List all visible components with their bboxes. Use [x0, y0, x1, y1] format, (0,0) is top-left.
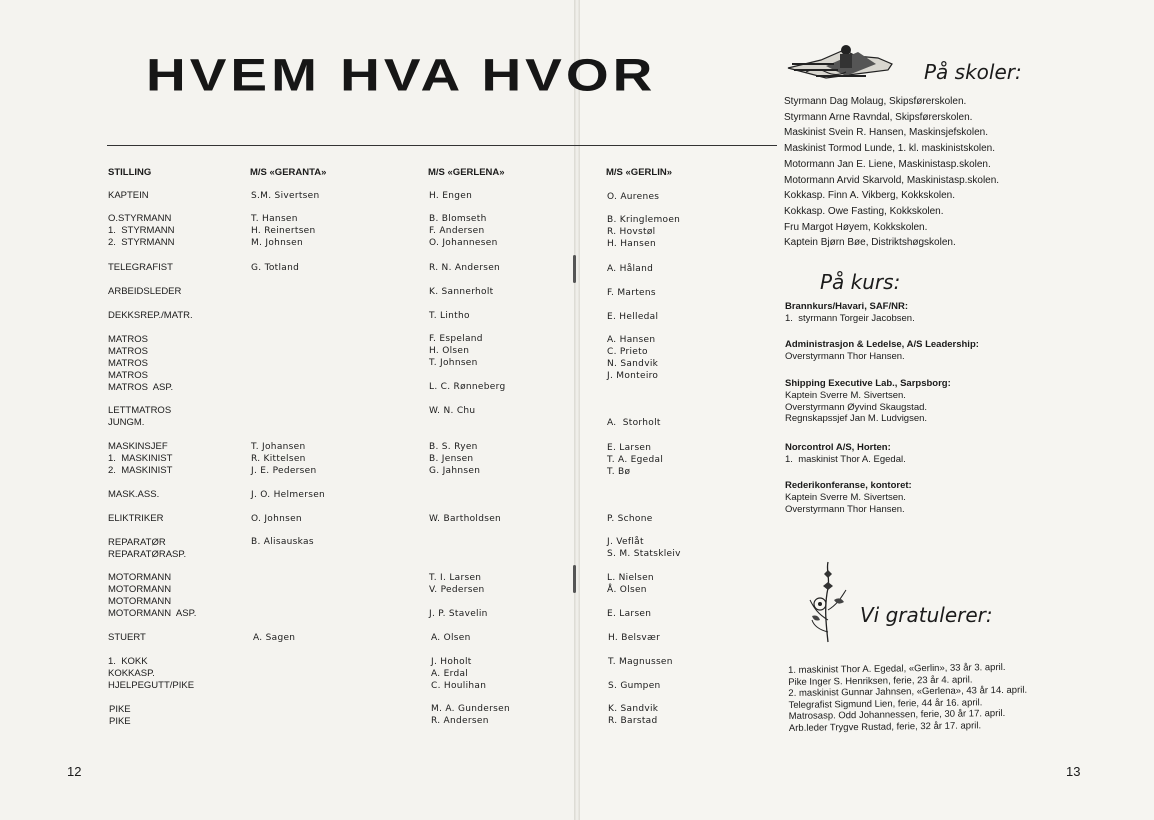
- page-number-right: 13: [1066, 764, 1081, 779]
- list-item: 2. maskinist Gunnar Jahnsen, «Gerlena», 43 år 14. april.: [788, 684, 1028, 700]
- table-cell-gerlin: A. Storholt: [607, 418, 661, 428]
- table-cell-gerlena: K. Sannerholt: [429, 287, 494, 297]
- table-cell-gerlena: B. Blomseth F. Andersen O. Johannesen: [429, 214, 498, 248]
- column-header-geranta: M/S «GERANTA»: [250, 167, 327, 178]
- table-cell-stilling: REPARATØR REPARATØRASP.: [108, 537, 187, 560]
- list-item: Motormann Arvid Skarvold, Maskinistasp.skolen.: [784, 174, 1000, 186]
- list-item: Pike Inger S. Henriksen, ferie, 23 år 4. april.: [788, 674, 973, 688]
- column-header-gerlena: M/S «GERLENA»: [428, 167, 505, 178]
- table-cell-gerlin: F. Martens: [607, 288, 656, 298]
- table-cell-geranta: A. Sagen: [253, 633, 296, 643]
- table-cell-stilling: ELIKTRIKER: [108, 513, 164, 524]
- kurs-group: [785, 300, 915, 325]
- kurs-lines: Kaptein Sverre M. Sivertsen. Overstyrmann Thor Hansen.: [785, 492, 906, 515]
- kurs-lines: Kaptein Sverre M. Sivertsen. Overstyrmann Øyvind Skaugstad. Regnskapssjef Jan M. Ludvigsen.: [785, 390, 928, 424]
- table-cell-geranta: J. O. Helmersen: [251, 490, 326, 500]
- list-item: Maskinist Tormod Lunde, 1. kl. maskinistskolen.: [784, 143, 996, 155]
- kurs-heading: Brannkurs/Havari, SAF/NR:: [785, 301, 909, 312]
- table-cell-stilling: MASK.ASS.: [108, 489, 160, 500]
- list-item: Arb.leder Trygve Rustad, ferie, 32 år 17. april.: [788, 720, 982, 734]
- table-cell-stilling: O.STYRMANN 1. STYRMANN 2. STYRMANN: [108, 213, 175, 248]
- table-cell-stilling: DEKKSREP./MATR.: [108, 310, 193, 321]
- table-cell-stilling: MATROS MATROS MATROS MATROS MATROS ASP.: [108, 334, 174, 393]
- table-cell-gerlena: W. Bartholdsen: [429, 514, 502, 524]
- page-number-left: 12: [67, 764, 82, 779]
- table-cell-stilling: KAPTEIN: [108, 190, 149, 201]
- table-cell-stilling: LETTMATROS JUNGM.: [108, 405, 172, 428]
- list-item: Kokkasp. Owe Fasting, Kokkskolen.: [784, 205, 944, 217]
- page-title: HVEM HVA HVOR: [146, 49, 657, 101]
- kurs-heading: Rederikonferanse, kontoret:: [785, 480, 912, 491]
- kurs-title: På kurs:: [820, 270, 901, 294]
- kurs-group: [785, 338, 979, 363]
- list-item: Styrmann Arne Ravndal, Skipsførerskolen.: [784, 111, 973, 123]
- table-cell-geranta: G. Totland: [251, 263, 300, 273]
- table-cell-gerlin: T. Magnussen S. Gumpen: [608, 657, 673, 691]
- table-cell-stilling: TELEGRAFIST: [108, 262, 173, 273]
- table-cell-gerlena: A. Olsen: [431, 633, 471, 643]
- kurs-heading: Norcontrol A/S, Horten:: [785, 442, 891, 453]
- table-cell-gerlin: H. Belsvær: [608, 633, 661, 643]
- staple-top: [573, 255, 576, 283]
- kurs-heading: Shipping Executive Lab., Sarpsborg:: [785, 378, 951, 389]
- table-cell-gerlin: K. Sandvik R. Barstad: [608, 704, 659, 726]
- table-cell-stilling: 1. KOKK KOKKASP. HJELPEGUTT/PIKE: [108, 656, 195, 691]
- table-cell-geranta: T. Johansen R. Kittelsen J. E. Pedersen: [251, 442, 317, 476]
- flower-icon: [804, 560, 852, 644]
- list-item: 1. maskinist Thor A. Egedal, «Gerlin», 33 år 3. april.: [788, 661, 1006, 676]
- gratulerer-title: Vi gratulerer:: [860, 603, 993, 627]
- kurs-group: [785, 479, 912, 515]
- table-cell-gerlena: J. Hoholt A. Erdal C. Houlihan: [431, 657, 487, 691]
- table-cell-gerlena: T. I. Larsen V. Pedersen J. P. Stavelin: [429, 573, 488, 619]
- list-item: Kaptein Bjørn Bøe, Distriktshøgskolen.: [784, 237, 956, 249]
- list-item: Motormann Jan E. Liene, Maskinistasp.skolen.: [784, 158, 991, 170]
- table-cell-gerlin: A. Hansen C. Prieto N. Sandvik J. Monteiro: [607, 335, 659, 381]
- table-cell-gerlena: B. S. Ryen B. Jensen G. Jahnsen: [429, 442, 481, 476]
- kurs-group: [785, 441, 906, 466]
- gratulerer-list: [788, 662, 1028, 735]
- list-item: Fru Margot Høyem, Kokkskolen.: [784, 221, 928, 233]
- table-cell-gerlin: O. Aurenes: [607, 192, 660, 202]
- table-cell-stilling: ARBEIDSLEDER: [108, 286, 182, 297]
- table-cell-geranta: O. Johnsen: [251, 514, 302, 524]
- skoler-title: På skoler:: [924, 60, 1022, 84]
- column-header-stilling: STILLING: [108, 167, 152, 178]
- list-item: Styrmann Dag Molaug, Skipsførerskolen.: [784, 96, 967, 107]
- table-cell-gerlena: R. N. Andersen: [429, 263, 501, 273]
- column-header-gerlin: M/S «GERLIN»: [606, 167, 672, 178]
- table-cell-gerlin: J. Veflåt S. M. Statskleiv: [607, 537, 681, 559]
- skoler-list: [784, 94, 999, 251]
- table-cell-gerlin: B. Kringlemoen R. Hovstøl H. Hansen: [607, 215, 681, 249]
- kurs-lines: Overstyrmann Thor Hansen.: [785, 351, 905, 362]
- ship-illustration: [786, 40, 898, 84]
- table-cell-gerlin: E. Larsen T. A. Egedal T. Bø: [607, 443, 664, 477]
- list-item: Kokkasp. Finn A. Vikberg, Kokkskolen.: [784, 190, 956, 202]
- table-cell-geranta: T. Hansen H. Reinertsen M. Johnsen: [251, 214, 316, 248]
- table-cell-geranta: S.M. Sivertsen: [251, 191, 320, 201]
- kurs-group: [785, 377, 951, 425]
- list-item: Maskinist Svein R. Hansen, Maskinsjefskolen.: [784, 127, 988, 139]
- table-cell-gerlin: E. Helledal: [607, 312, 659, 322]
- table-cell-gerlena: T. Lintho: [429, 311, 470, 321]
- table-cell-geranta: B. Alisauskas: [251, 537, 314, 547]
- list-item: Telegrafist Sigmund Lien, ferie, 44 år 16. april.: [788, 697, 983, 711]
- title-rule: [107, 145, 777, 146]
- list-item: Matrosasp. Odd Johannessen, ferie, 30 år 17. april.: [788, 708, 1006, 723]
- page-fold: [574, 0, 580, 820]
- table-cell-gerlena: H. Engen: [429, 191, 473, 201]
- table-cell-gerlena: M. A. Gundersen R. Andersen: [431, 704, 510, 726]
- table-cell-gerlin: L. Nielsen Å. Olsen E. Larsen: [607, 573, 654, 619]
- staple-bottom: [573, 565, 576, 593]
- table-cell-gerlena: W. N. Chu: [429, 406, 476, 416]
- table-cell-gerlin: P. Schone: [607, 514, 653, 524]
- table-cell-gerlena: F. Espeland H. Olsen T. Johnsen L. C. Rønneberg: [429, 334, 506, 392]
- table-cell-gerlin: A. Håland: [607, 264, 654, 274]
- kurs-lines: 1. maskinist Thor A. Egedal.: [785, 454, 906, 465]
- table-cell-stilling: PIKE PIKE: [109, 704, 131, 727]
- table-cell-stilling: MOTORMANN MOTORMANN MOTORMANN MOTORMANN ASP.: [108, 572, 197, 619]
- table-cell-stilling: MASKINSJEF 1. MASKINIST 2. MASKINIST: [108, 441, 173, 476]
- kurs-lines: 1. styrmann Torgeir Jacobsen.: [785, 313, 915, 324]
- table-cell-stilling: STUERT: [108, 632, 146, 643]
- kurs-heading: Administrasjon & Ledelse, A/S Leadership:: [785, 339, 979, 350]
